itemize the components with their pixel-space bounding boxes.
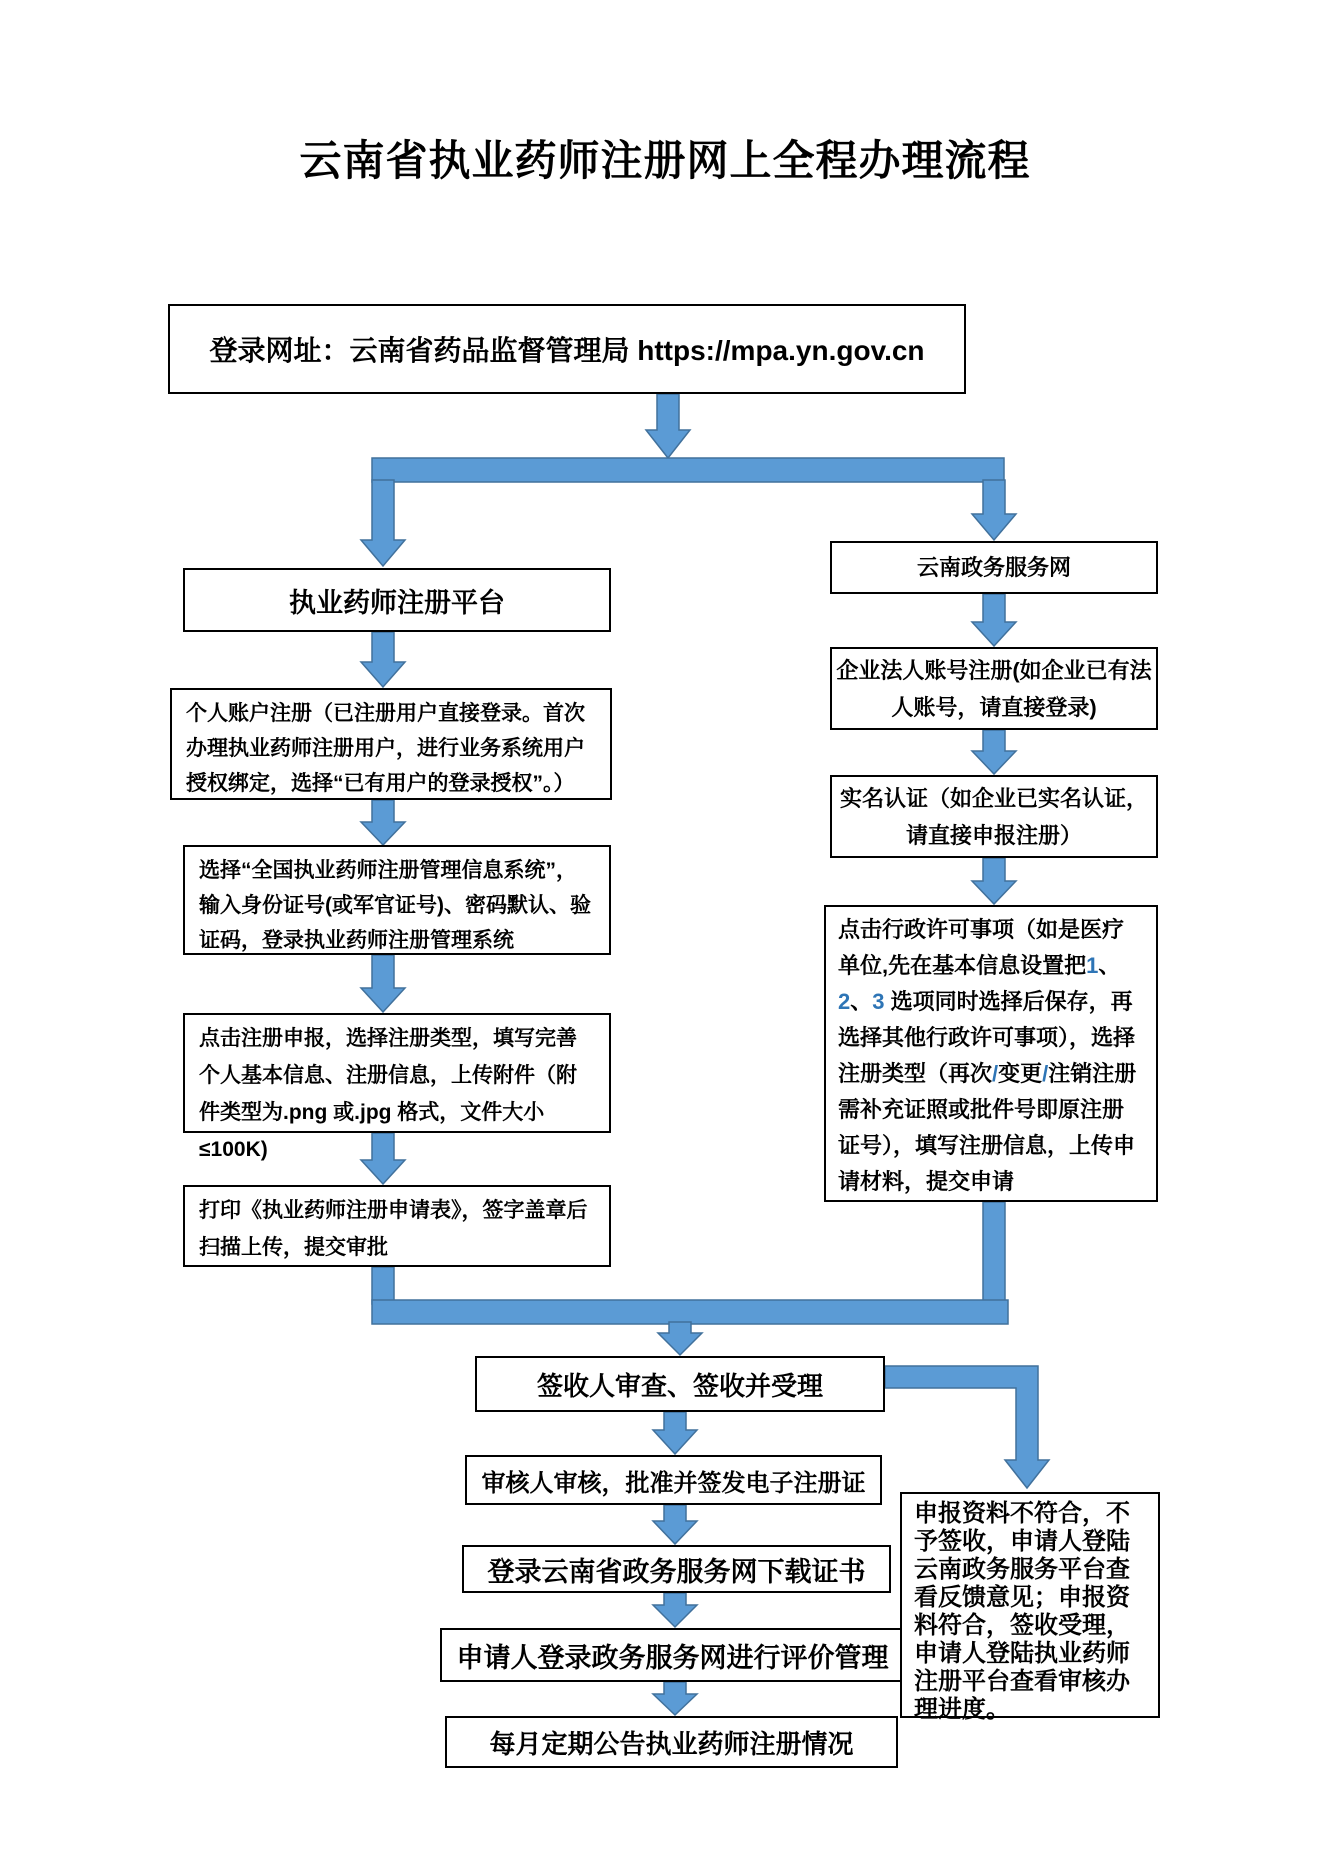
flow-box-pharmacist-platform: 执业药师注册平台	[183, 568, 611, 632]
arrow-split-left	[361, 480, 405, 566]
arrow-left-4	[361, 1133, 405, 1184]
flow-box-corporate-account: 企业法人账号注册(如企业已有法人账号，请直接登录)	[830, 647, 1158, 730]
arrow-right-2	[972, 730, 1016, 774]
flow-box-registration-declare: 点击注册申报，选择注册类型，填写完善个人基本信息、注册信息，上传附件（附件类型为.png 或.jpg 格式，文件大小≤100K)	[183, 1013, 611, 1133]
arrow-split-right	[972, 480, 1016, 540]
arrow-merge-down	[658, 1322, 702, 1355]
segment-slash: /	[1042, 1061, 1049, 1086]
flow-box-receiver-review: 签收人审查、签收并受理	[475, 1356, 885, 1412]
split-bar	[372, 458, 1004, 482]
segment-text: 变更	[998, 1061, 1043, 1086]
segment-text: 选项同时选择后保存，再选择其他行政许可事项），选择注册类型（再次	[838, 989, 1136, 1086]
arrow-bottom-2	[653, 1505, 697, 1544]
flow-box-side-note-feedback: 申报资料不符合，不予签收，申请人登陆云南政务服务平台查看反馈意见；申报资料符合，签收受理，申请人登陆执业药师注册平台查看审核办理进度。	[900, 1492, 1160, 1718]
segment-text: 注销注册需补充证照或批件号即原注册证号），填写注册信息，上传申请材料，提交申请	[838, 1061, 1137, 1194]
flow-box-real-name-auth: 实名认证（如企业已实名认证，请直接申报注册）	[830, 775, 1158, 858]
segment-number-1: 1	[1086, 953, 1099, 978]
flow-box-gov-service-site: 云南政务服务网	[830, 541, 1158, 594]
arrow-right-3	[972, 858, 1016, 904]
segment-number-2: 2	[838, 989, 851, 1014]
flow-box-admin-license-items	[824, 905, 1158, 1202]
arrow-bottom-3	[653, 1593, 697, 1627]
merge-bar	[372, 1300, 1008, 1324]
page-title: 云南省执业药师注册网上全程办理流程	[299, 139, 1031, 185]
flow-box-login-url: 登录网址：云南省药品监督管理局 https://mpa.yn.gov.cn	[168, 304, 966, 394]
arrow-left-1	[361, 632, 405, 687]
arrow-bottom-4	[653, 1682, 697, 1715]
segment-text: 、	[1098, 953, 1121, 978]
segment-number-3: 3	[872, 989, 885, 1014]
flow-box-auditor-approve: 审核人审核，批准并签发电子注册证	[465, 1455, 882, 1505]
flow-box-personal-account: 个人账户注册（已注册用户直接登录。首次办理执业药师注册用户，进行业务系统用户授权绑定，选择“已有用户的登录授权”。）	[170, 688, 612, 800]
arrow-left-2	[361, 800, 405, 845]
flow-box-evaluation-management: 申请人登录政务服务网进行评价管理	[440, 1628, 905, 1682]
flow-box-print-application: 打印《执业药师注册申请表》，签字盖章后扫描上传，提交审批	[183, 1185, 611, 1267]
merge-left-stem	[372, 1267, 394, 1304]
segment-text: 点击行政许可事项（如是医疗单位,先在基本信息设置把	[838, 917, 1125, 978]
arrow-top-down	[646, 394, 690, 458]
arrow-side-note	[885, 1366, 1049, 1488]
arrow-left-3	[361, 955, 405, 1012]
merge-right-stem	[983, 1202, 1005, 1304]
segment-slash: /	[992, 1061, 999, 1086]
arrow-right-1	[972, 594, 1016, 646]
flow-box-download-certificate: 登录云南省政务服务网下载证书	[462, 1545, 891, 1593]
flow-box-monthly-announcement: 每月定期公告执业药师注册情况	[445, 1716, 898, 1768]
flow-box-select-national-system: 选择“全国执业药师注册管理信息系统”，输入身份证号(或军官证号)、密码默认、验证码，登录执业药师注册管理系统	[183, 845, 611, 955]
arrow-bottom-1	[653, 1412, 697, 1454]
segment-text: 、	[850, 989, 873, 1014]
